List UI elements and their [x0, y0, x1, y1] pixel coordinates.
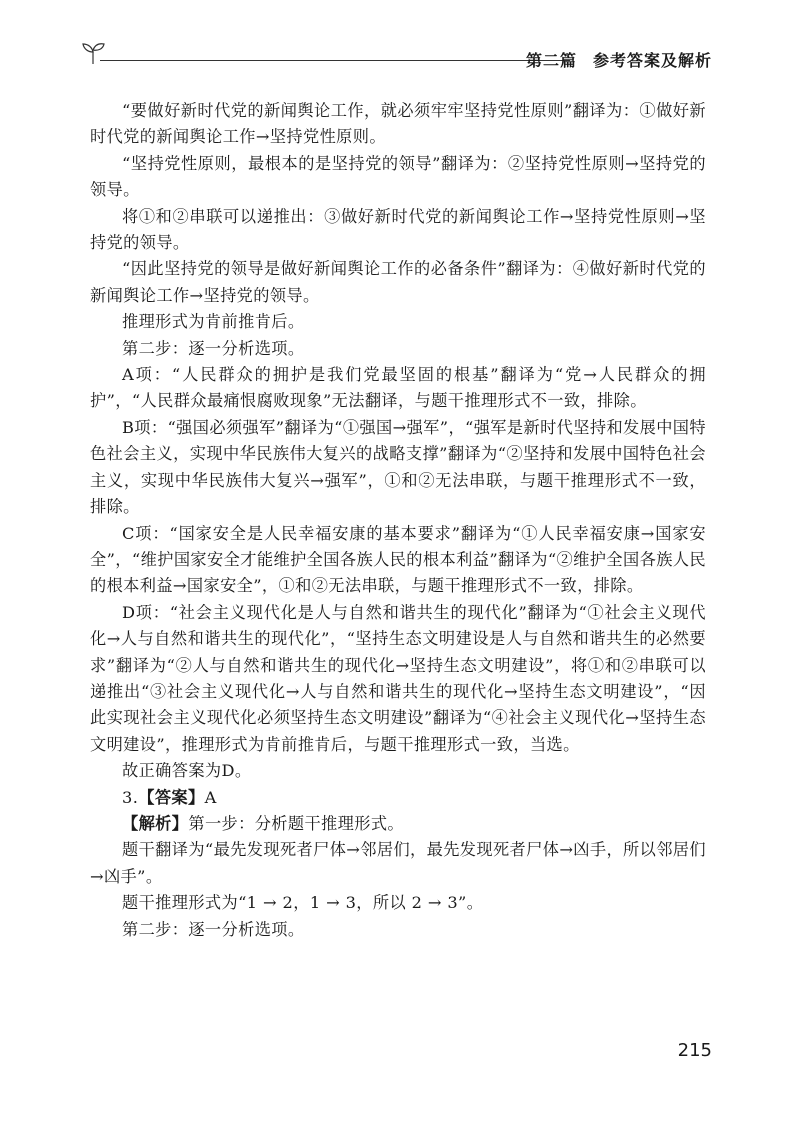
analysis-line	[90, 811, 706, 837]
paragraph: 第二步：逐一分析选项。	[122, 338, 305, 358]
header-section-title	[526, 48, 712, 71]
paragraph: 题干推理形式为“1 → 2，1 → 3，所以 2 → 3”。	[122, 893, 484, 913]
running-header	[80, 40, 712, 80]
analysis-text: 第一步：分析题干推理形式。	[188, 813, 404, 833]
page-number: 215	[677, 1040, 712, 1061]
paragraph-option-a: A项：“人民群众的拥护是我们党最坚固的根基”翻译为“党→人民群众的拥护”，“人民群众最痛恨腐败现象”无法翻译，与题干推理形式不一致，排除。	[90, 365, 706, 411]
paragraph: 第二步：逐一分析选项。	[122, 919, 305, 939]
paragraph-conclusion: 故正确答案为D。	[122, 761, 252, 781]
answer-label: 【答案】	[138, 787, 205, 807]
paragraph: “要做好新时代党的新闻舆论工作，就必须牢牢坚持党性原则”翻译为：①做好新时代党的新闻舆论工作→坚持党性原则。	[90, 101, 706, 147]
paragraph: “坚持党性原则，最根本的是坚持党的领导”翻译为：②坚持党性原则→坚持党的领导。	[90, 153, 706, 200]
header-rule	[100, 60, 570, 61]
answer-value: A	[204, 787, 217, 807]
question-number: 3.	[122, 787, 139, 807]
paragraph: 题干翻译为“最先发现死者尸体→邻居们，最先发现死者尸体→凶手，所以邻居们→凶手”。	[90, 840, 706, 886]
paragraph: 推理形式为肯前推肯后。	[122, 312, 305, 332]
paragraph: “因此坚持党的领导是做好新闻舆论工作的必备条件”翻译为：④做好新时代党的新闻舆论工作→坚持党的领导。	[90, 259, 706, 305]
paragraph-option-b: B项：“强国必须强军”翻译为“①强国→强军”，“强军是新时代坚持和发展中国特色社会主义，实现中华民族伟大复兴的战略支撑”翻译为“②坚持和发展中国特色社会主义，实现中华民族伟大复兴→强军”，①和②无法串联，与题干推理形式不一致，排除。	[90, 417, 706, 517]
body-text	[90, 98, 706, 943]
answer-line	[90, 785, 706, 811]
header-part: 第二篇	[525, 51, 577, 70]
paragraph-option-d: D项：“社会主义现代化是人与自然和谐共生的现代化”翻译为“①社会主义现代化→人与自然和谐共生的现代化”，“坚持生态文明建设是人与自然和谐共生的必然要求”翻译为“②人与自然和谐共生的现代化→坚持生态文明建设”，将①和②串联可以递推出“③社会主义现代化→人与自然和谐共生的现代化→坚持生态文明建设”，“因此实现社会主义现代化必须坚持生态文明建设”翻译为“④社会主义现代化→坚持生态文明建设”，推理形式为肯前推肯后，与题干推理形式一致，当选。	[90, 602, 706, 754]
sprout-icon	[80, 40, 106, 66]
analysis-label: 【解析】	[122, 813, 189, 833]
paragraph-option-c: C项：“国家安全是人民幸福安康的基本要求”翻译为“①人民幸福安康→国家安全”，“维护国家安全才能维护全国各族人民的根本利益”翻译为“②维护全国各族人民的根本利益→国家安全”，①和②无法串联，与题干推理形式不一致，排除。	[90, 523, 706, 596]
paragraph: 将①和②串联可以递推出：③做好新时代党的新闻舆论工作→坚持党性原则→坚持党的领导。	[90, 206, 706, 253]
header-title: 参考答案及解析	[592, 51, 712, 70]
